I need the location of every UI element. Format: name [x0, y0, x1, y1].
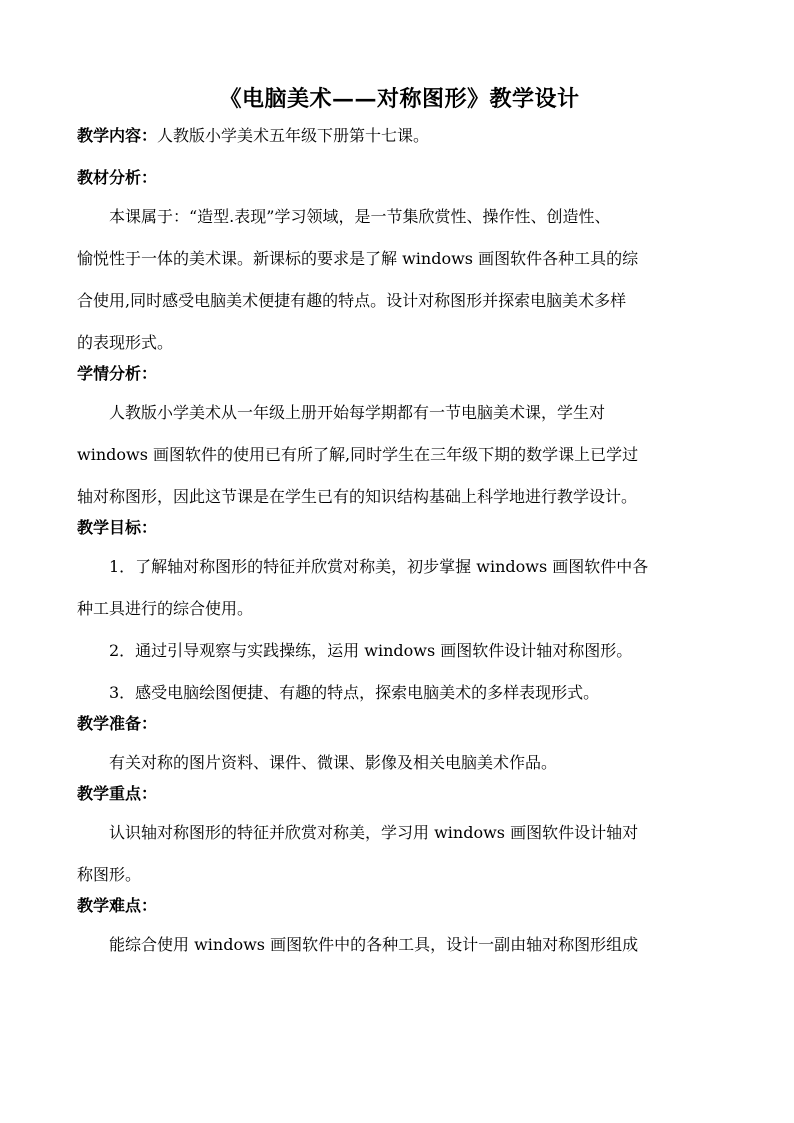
content-label: 教学内容：: [77, 126, 158, 145]
teaching-prep-line-1: 有关对称的图片资料、课件、微课、影像及相关电脑美术作品。: [109, 753, 558, 772]
teaching-goals-list: [77, 546, 722, 714]
content-line: [77, 126, 722, 146]
student-analysis-heading: 学情分析：: [77, 364, 158, 383]
difficulties-line-1: 能综合使用 windows 画图软件中的各种工具，设计一副由轴对称图形组成: [109, 935, 639, 954]
teaching-goal-1-line-2: 种工具进行的综合使用。: [77, 599, 254, 618]
student-analysis-line-3: 轴对称图形，因此这节课是在学生已有的知识结构基础上科学地进行教学设计。: [77, 487, 638, 506]
material-analysis-line-3: 合使用,同时感受电脑美术便捷有趣的特点。设计对称图形并探索电脑美术多样: [77, 291, 627, 310]
teaching-goals-heading: 教学目标：: [77, 518, 158, 537]
key-points-line-1: 认识轴对称图形的特征并欣赏对称美，学习用 windows 画图软件设计轴对: [109, 823, 639, 842]
student-analysis-line-2: windows 画图软件的使用已有所了解,同时学生在三年级下期的数学课上已学过: [77, 445, 639, 464]
student-analysis-body: [77, 392, 722, 518]
content-text: 人教版小学美术五年级下册第十七课。: [157, 126, 430, 145]
student-analysis-line-1: 人教版小学美术从一年级上册开始每学期都有一节电脑美术课，学生对: [109, 403, 606, 422]
key-points-heading: 教学重点：: [77, 784, 158, 803]
teaching-goal-3: 3．感受电脑绘图便捷、有趣的特点，探索电脑美术的多样表现形式。: [109, 683, 600, 702]
teaching-goal-1-line-1: 1．了解轴对称图形的特征并欣赏对称美，初步掌握 windows 画图软件中各: [109, 557, 649, 576]
key-points-body: [77, 812, 722, 896]
key-points-line-2: 称图形。: [77, 865, 142, 884]
material-analysis-body: [77, 196, 722, 364]
material-analysis-line-4: 的表现形式。: [77, 333, 174, 352]
material-analysis-line-2: 愉悦性于一体的美术课。新课标的要求是了解 windows 画图软件各种工具的综: [77, 249, 639, 268]
document-title: 《电脑美术——对称图形》教学设计: [219, 86, 580, 112]
material-analysis-line-1: 本课属于：“造型.表现”学习领域，是一节集欣赏性、操作性、创造性、: [109, 207, 611, 226]
difficulties-heading: 教学难点：: [77, 896, 158, 915]
teaching-goal-2: 2．通过引导观察与实践操练，运用 windows 画图软件设计轴对称图形。: [109, 641, 633, 660]
material-analysis-heading: 教材分析：: [77, 168, 158, 187]
teaching-prep-heading: 教学准备：: [77, 714, 158, 733]
